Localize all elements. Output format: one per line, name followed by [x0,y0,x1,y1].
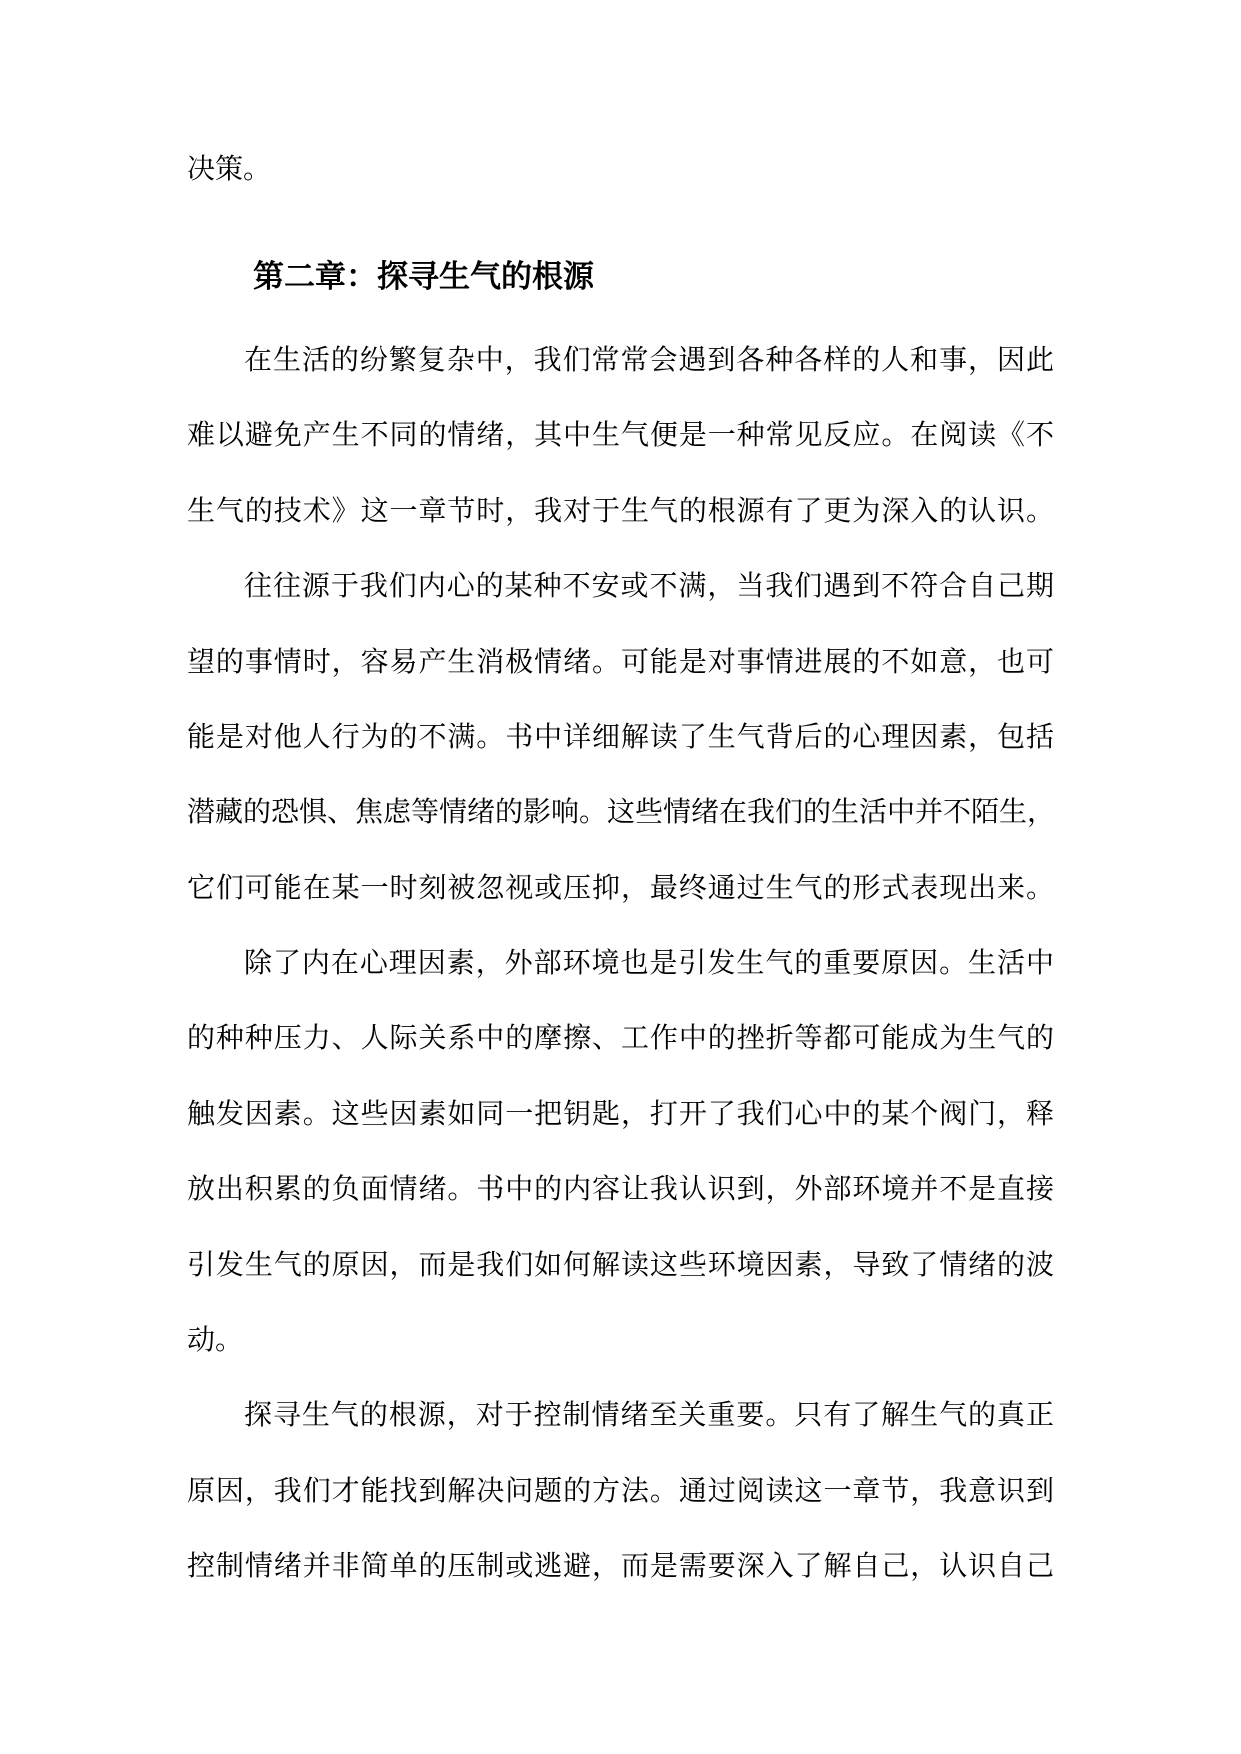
paragraph-line: 除了内在心理因素，外部环境也是引发生气的重要原因。生活中 [244,948,1054,980]
paragraph-line: 望的事情时，容易产生消极情绪。可能是对事情进展的不如意，也可 [187,646,1054,678]
chapter-heading: 第二章：探寻生气的根源 [253,258,594,295]
paragraph-line: 动。 [187,1325,244,1357]
paragraph-line: 在生活的纷繁复杂中，我们常常会遇到各种各样的人和事，因此 [244,344,1054,376]
paragraph-line: 放出积累的负面情绪。书中的内容让我认识到，外部环境并不是直接 [187,1174,1054,1206]
paragraph-line: 潜藏的恐惧、焦虑等情绪的影响。这些情绪在我们的生活中并不陌生， [187,797,1054,829]
paragraph-2 [187,549,1054,926]
paragraph-line: 难以避免产生不同的情绪，其中生气便是一种常见反应。在阅读《不 [187,420,1054,452]
paragraph-line: 能是对他人行为的不满。书中详细解读了生气背后的心理因素，包括 [187,721,1054,753]
paragraph-line: 它们可能在某一时刻被忽视或压抑，最终通过生气的形式表现出来。 [187,872,1054,904]
paragraph-1 [187,323,1054,549]
paragraph-line: 探寻生气的根源，对于控制情绪至关重要。只有了解生气的真正 [244,1400,1054,1432]
body-text [187,132,1054,1605]
paragraph-line: 原因，我们才能找到解决问题的方法。通过阅读这一章节，我意识到 [187,1475,1054,1507]
paragraph-line: 生气的技术》这一章节时，我对于生气的根源有了更为深入的认识。 [187,495,1054,527]
preceding-text-line: 决策。 [187,154,272,185]
paragraph-4 [187,1378,1054,1604]
paragraph-line: 控制情绪并非简单的压制或逃避，而是需要深入了解自己，认识自己 [187,1551,1054,1583]
paragraph-line: 的种种压力、人际关系中的摩擦、工作中的挫折等都可能成为生气的 [187,1023,1054,1055]
paragraph-line: 触发因素。这些因素如同一把钥匙，打开了我们心中的某个阀门，释 [187,1098,1054,1130]
paragraph-line: 引发生气的原因，而是我们如何解读这些环境因素，导致了情绪的波 [187,1249,1054,1281]
paragraph-line: 往往源于我们内心的某种不安或不满，当我们遇到不符合自己期 [244,571,1054,603]
paragraph-3 [187,926,1054,1378]
